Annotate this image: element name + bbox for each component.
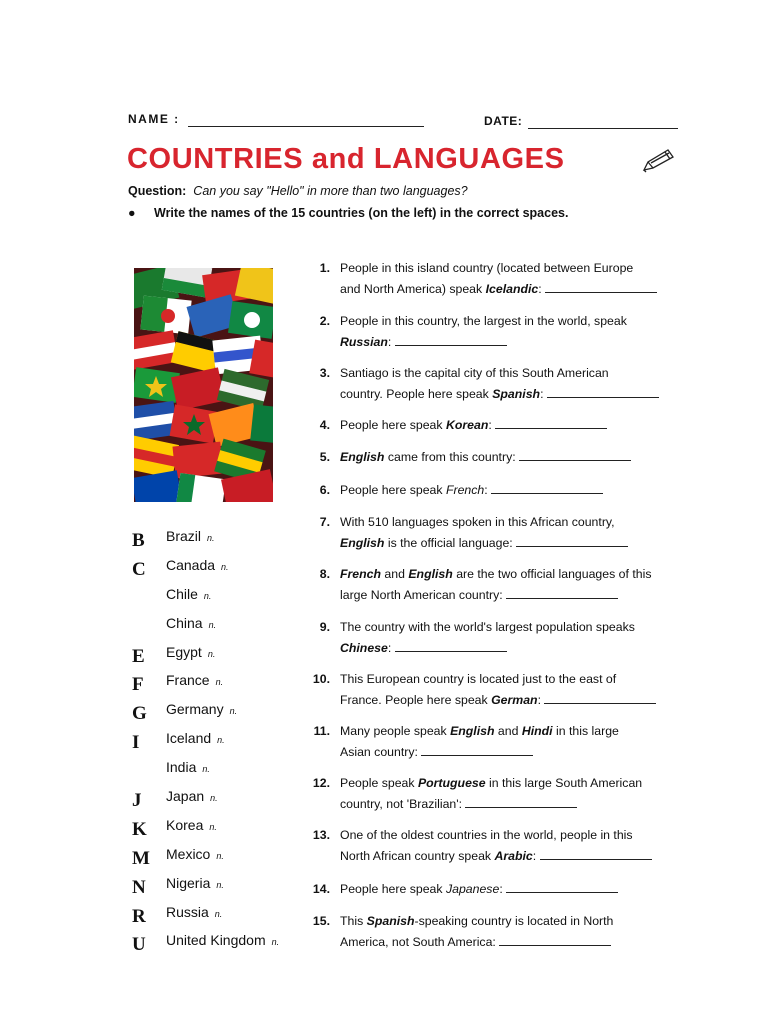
country-item [130, 902, 310, 931]
country-name [166, 528, 215, 544]
question-number: 15. [312, 914, 330, 928]
answer-blank[interactable] [506, 585, 618, 599]
question-text-run: Spanish [492, 387, 541, 401]
question-line-1 [340, 415, 686, 436]
question-line-2 [340, 533, 686, 554]
question-number: 10. [312, 672, 330, 686]
instruction-line [128, 206, 568, 220]
date-label: DATE: [484, 114, 523, 128]
question-text-run: country. People here speak [340, 387, 493, 401]
part-of-speech: n. [208, 619, 217, 630]
question-text [340, 825, 686, 867]
country-name [166, 672, 223, 688]
country-letter: I [132, 732, 140, 754]
answer-blank[interactable] [540, 846, 652, 860]
country-name [166, 904, 222, 920]
answer-blank[interactable] [519, 447, 631, 461]
question-number: 6. [319, 483, 330, 497]
question-text-run: America, not South America: [340, 935, 500, 949]
country-item [130, 786, 310, 815]
question-text-run: : [387, 641, 395, 655]
part-of-speech: n. [214, 908, 223, 919]
question-line-2 [340, 846, 686, 867]
question-line-1 [340, 879, 686, 900]
question-text-run: People in this country, the largest in the world, speak [340, 314, 627, 328]
question-line-2 [340, 794, 686, 815]
part-of-speech: n. [207, 533, 215, 543]
part-of-speech: n. [216, 879, 224, 890]
question-line-2 [340, 690, 686, 711]
country-name-text: United Kingdom [166, 932, 266, 949]
instruction-text: Write the names of the 15 countries (on the left) in the correct spaces. [154, 206, 569, 220]
question-line-2 [340, 585, 686, 606]
country-name-text: Russia [166, 903, 209, 920]
question-text [340, 447, 686, 468]
question-text-run: This [340, 914, 367, 928]
part-of-speech: n. [209, 821, 217, 832]
question-number: 8. [319, 567, 330, 581]
question-text-run: and [494, 724, 522, 738]
question-text [340, 669, 686, 711]
question-text-run: large North American country: [340, 588, 507, 602]
question-text-run: in this large [552, 724, 619, 738]
country-item [130, 930, 310, 959]
question-number: 11. [313, 724, 330, 738]
question-text [340, 773, 686, 815]
answer-blank[interactable] [547, 384, 659, 398]
question-text-run: : [532, 849, 540, 863]
question-text-run: German [491, 693, 538, 707]
question-text-run: and [381, 567, 409, 581]
country-name [166, 759, 210, 775]
question-text [340, 879, 686, 900]
name-input-line[interactable] [188, 126, 424, 127]
question-text [340, 911, 686, 953]
question-text [340, 617, 686, 659]
country-item [130, 526, 310, 555]
question-text-run: English [340, 450, 385, 464]
country-item [130, 844, 310, 873]
question-line-1 [340, 480, 686, 501]
pencil-icon [640, 146, 676, 176]
question-line-1 [340, 564, 686, 585]
question-text-run: People here speak [340, 483, 446, 497]
question-text-run: France. People here speak [340, 693, 492, 707]
country-item [130, 757, 310, 786]
country-name-text: Iceland [166, 730, 212, 747]
country-name-text: Nigeria [166, 874, 211, 891]
question-text: Can you say "Hello" in more than two languages? [193, 184, 468, 198]
answer-blank[interactable] [499, 932, 611, 946]
question-line-1 [340, 669, 686, 690]
question-line-2 [340, 932, 686, 953]
country-letter: J [132, 790, 142, 812]
answer-blank[interactable] [544, 690, 656, 704]
question-line-2 [340, 742, 686, 763]
question-text-run: is the official language: [384, 536, 517, 550]
question-number: 2. [319, 314, 330, 328]
country-list [130, 526, 310, 959]
question-text-run: French [340, 567, 381, 581]
question-text-run: The country with the world's largest population speaks [340, 620, 635, 634]
country-letter: U [132, 934, 146, 956]
question-line-1 [340, 911, 686, 932]
question-text-run: One of the oldest countries in the world, people in this [340, 828, 633, 842]
question-text-run: -speaking country is located in North [414, 914, 614, 928]
question-text-run: : [387, 335, 395, 349]
question-line-2 [340, 279, 686, 300]
question-text-run: With 510 languages spoken in this African country, [340, 515, 615, 529]
question-line-1 [340, 258, 686, 279]
answer-blank[interactable] [395, 638, 507, 652]
country-letter: F [132, 674, 144, 696]
country-item [130, 613, 310, 642]
question-text-run: Spanish [366, 914, 415, 928]
country-name-text: Canada [166, 556, 216, 573]
part-of-speech: n. [217, 735, 225, 746]
question-text [340, 512, 686, 554]
question-text-run: Korean [445, 418, 489, 432]
country-name [166, 586, 211, 602]
question-number: 4. [319, 418, 330, 432]
country-item [130, 728, 310, 757]
question-line-2 [340, 384, 686, 405]
answer-blank[interactable] [465, 794, 577, 808]
question-text-run: Arabic [494, 849, 533, 863]
country-name-text: Japan [166, 788, 205, 805]
question-text-run: Japanese [445, 882, 500, 896]
question-line [128, 184, 468, 198]
country-name [166, 817, 217, 833]
question-text-run: English [408, 567, 453, 581]
flags-collage-image [134, 268, 273, 502]
question-number: 3. [319, 366, 330, 380]
country-name-text: Chile [166, 585, 198, 602]
question-text [340, 564, 686, 606]
question-text-run: : [537, 693, 545, 707]
question-line-1 [340, 363, 686, 384]
header-row [128, 110, 688, 132]
date-input-line[interactable] [528, 128, 678, 129]
part-of-speech: n. [215, 677, 224, 688]
question-text-run: This European country is located just to the east of [340, 672, 617, 686]
country-name-text: China [166, 614, 203, 631]
part-of-speech: n. [202, 764, 210, 775]
country-letter: C [132, 558, 146, 580]
question-text-run: Russian [340, 335, 388, 349]
answer-blank[interactable] [395, 332, 507, 346]
country-item [130, 815, 310, 844]
part-of-speech: n. [271, 937, 280, 948]
question-text-run: : [488, 418, 496, 432]
question-number: 12. [312, 776, 330, 790]
question-text-run: : [538, 282, 546, 296]
question-line-1 [340, 721, 686, 742]
country-item [130, 555, 310, 584]
country-name-text: Mexico [166, 845, 211, 862]
question-text [340, 363, 686, 405]
part-of-speech: n. [203, 590, 212, 601]
question-text [340, 415, 686, 436]
country-letter: K [132, 818, 147, 840]
country-item [130, 642, 310, 671]
name-label: NAME : [128, 112, 180, 126]
question-text [340, 480, 686, 501]
bullet: ● [128, 206, 136, 220]
country-name-text: India [166, 759, 197, 776]
question-text-run: in this large South American [485, 776, 643, 790]
country-name [166, 788, 218, 804]
question-text-run: People here speak [340, 882, 446, 896]
question-number: 14. [312, 882, 330, 896]
question-text-run: People here speak [340, 418, 446, 432]
answer-blank[interactable] [421, 742, 533, 756]
country-item [130, 670, 310, 699]
question-text-run: country, not 'Brazilian': [340, 797, 466, 811]
part-of-speech: n. [207, 648, 216, 659]
question-text-run: : [540, 387, 547, 401]
question-label: Question: [128, 184, 187, 198]
page-title: COUNTRIES and LANGUAGES [127, 143, 565, 175]
question-text-run: Icelandic [485, 282, 539, 296]
country-name [166, 846, 224, 862]
country-item [130, 699, 310, 728]
country-letter: N [132, 876, 146, 898]
country-letter: R [132, 905, 146, 927]
question-text-run: Portuguese [417, 776, 486, 790]
question-text [340, 721, 686, 763]
question-text-run: Hindi [521, 724, 553, 738]
question-text-run: Santiago is the capital city of this South American [340, 366, 609, 380]
question-text-run: : [484, 483, 492, 497]
country-letter: G [132, 703, 147, 725]
part-of-speech: n. [229, 706, 238, 717]
question-line-2 [340, 332, 686, 353]
country-name [166, 615, 216, 631]
question-number: 13. [312, 828, 330, 842]
answer-blank[interactable] [491, 480, 603, 494]
part-of-speech: n. [216, 850, 224, 861]
answer-blank[interactable] [495, 415, 607, 429]
question-text [340, 311, 686, 353]
question-text-run: People in this island country (located between Europe [340, 261, 634, 275]
country-name [166, 701, 237, 717]
answer-blank[interactable] [506, 879, 618, 893]
question-line-1 [340, 512, 686, 533]
question-line-2 [340, 638, 686, 659]
question-text-run: came from this country: [384, 450, 520, 464]
question-line-1 [340, 773, 686, 794]
country-name-text: France [166, 672, 210, 689]
question-text-run: French [445, 483, 485, 497]
question-text-run: are the two official languages of this [452, 567, 652, 581]
answer-blank[interactable] [516, 533, 628, 547]
question-text-run: and North America) speak [340, 282, 486, 296]
question-number: 7. [319, 515, 330, 529]
country-name-text: Egypt [166, 643, 202, 660]
question-line-1 [340, 825, 686, 846]
country-name [166, 875, 224, 891]
country-name [166, 932, 279, 948]
question-line-1 [340, 311, 686, 332]
question-number: 9. [319, 620, 330, 634]
country-name [166, 730, 225, 746]
country-item [130, 873, 310, 902]
question-text-run: English [340, 536, 385, 550]
question-text-run: Chinese [340, 641, 388, 655]
answer-blank[interactable] [545, 279, 657, 293]
country-letter: B [132, 530, 145, 551]
country-name-text: Brazil [166, 528, 202, 544]
part-of-speech: n. [210, 793, 218, 804]
question-text-run: People speak [340, 776, 418, 790]
question-number: 5. [319, 450, 330, 464]
question-text-run: : [499, 882, 507, 896]
country-name [166, 557, 229, 573]
question-line-1 [340, 447, 686, 468]
country-item [130, 584, 310, 613]
question-text [340, 258, 686, 300]
country-letter: E [132, 645, 145, 667]
question-text-run: North African country speak [340, 849, 495, 863]
question-text-run: English [450, 724, 495, 738]
part-of-speech: n. [221, 561, 229, 572]
question-number: 1. [319, 261, 330, 275]
question-text-run: Asian country: [340, 745, 422, 759]
question-line-1 [340, 617, 686, 638]
country-name-text: Germany [166, 701, 224, 718]
country-name-text: Korea [166, 816, 204, 833]
country-letter: M [132, 847, 150, 869]
country-name [166, 644, 215, 660]
question-text-run: Many people speak [340, 724, 451, 738]
